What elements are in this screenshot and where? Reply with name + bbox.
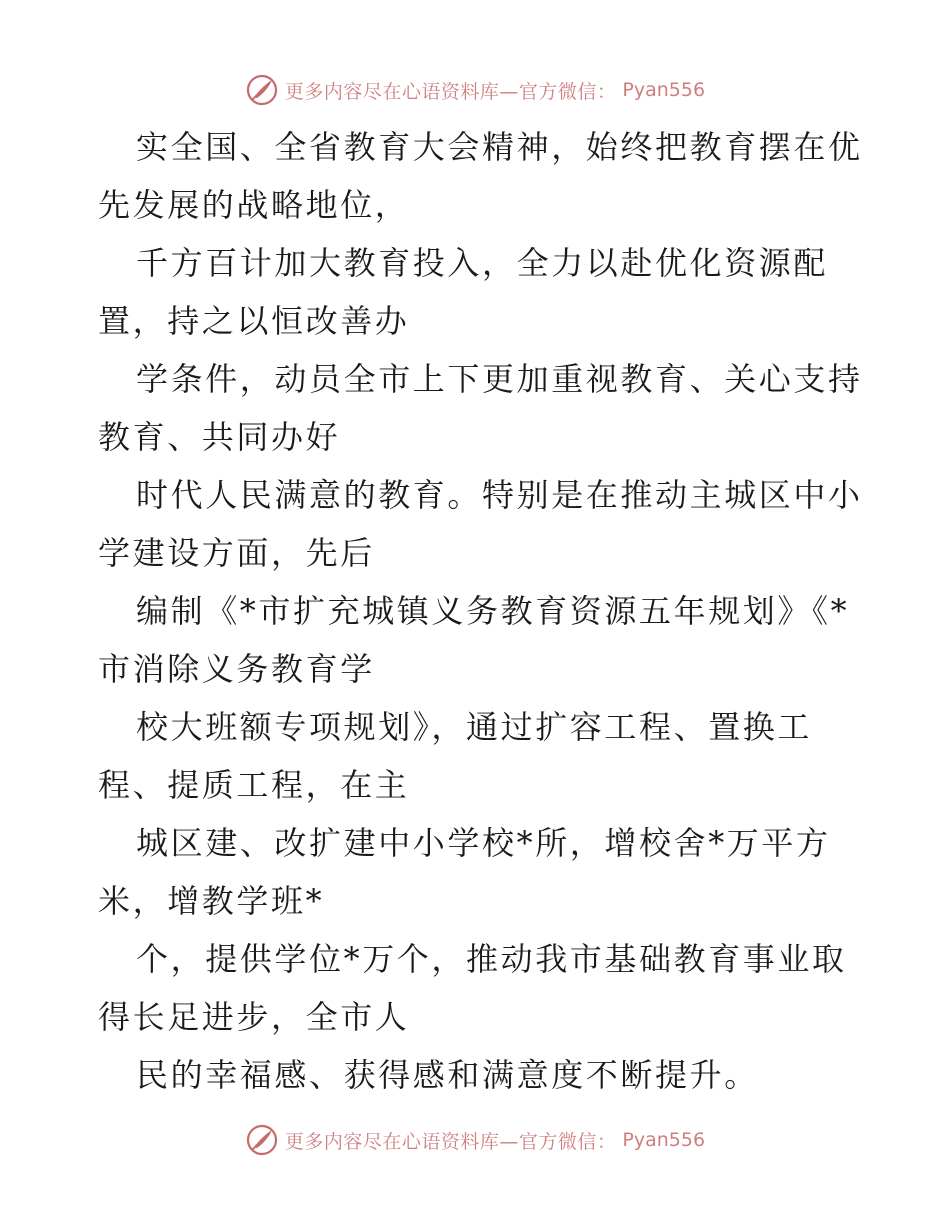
text-line: 学建设方面，先后 [98,534,375,572]
text-line: 程、提质工程，在主 [98,766,410,804]
text-line: 市消除义务教育学 [98,650,375,688]
watermark-text: 更多内容尽在心语资料库—官方微信： [284,80,617,103]
text-line: 民的幸福感、获得感和满意度不断提升。 [136,1056,759,1094]
text-line: 先发展的战略地位， [98,186,410,224]
text-line: 编制《*市扩充城镇义务教育资源五年规划》《* [136,592,850,630]
text-line: 校大班额专项规划》，通过扩容工程、置换工 [136,708,813,746]
header-watermark [0,70,950,110]
quill-pen-logo-icon [245,1123,279,1157]
quill-pen-logo-icon [245,73,279,107]
watermark-wechat-id: Pyan556 [622,79,706,101]
text-line: 米，增教学班* [98,882,325,920]
text-line: 教育、共同办好 [98,418,341,456]
watermark-text: 更多内容尽在心语资料库—官方微信： [284,1130,617,1153]
text-line: 时代人民满意的教育。特别是在推动主城区中小 [136,476,863,514]
text-line: 得长足进步，全市人 [98,998,410,1036]
text-line: 城区建、改扩建中小学校*所，增校舍*万平方 [136,824,831,862]
text-line: 个，提供学位*万个，推动我市基础教育事业取 [136,940,847,978]
watermark-wechat-id: Pyan556 [622,1129,706,1151]
footer-watermark [0,1120,950,1160]
text-line: 实全国、全省教育大会精神，始终把教育摆在优 [136,128,863,166]
text-line: 学条件，动员全市上下更加重视教育、关心支持 [136,360,863,398]
text-line: 千方百计加大教育投入，全力以赴优化资源配 [136,244,829,282]
body-text [98,118,863,1104]
text-line: 置，持之以恒改善办 [98,302,410,340]
